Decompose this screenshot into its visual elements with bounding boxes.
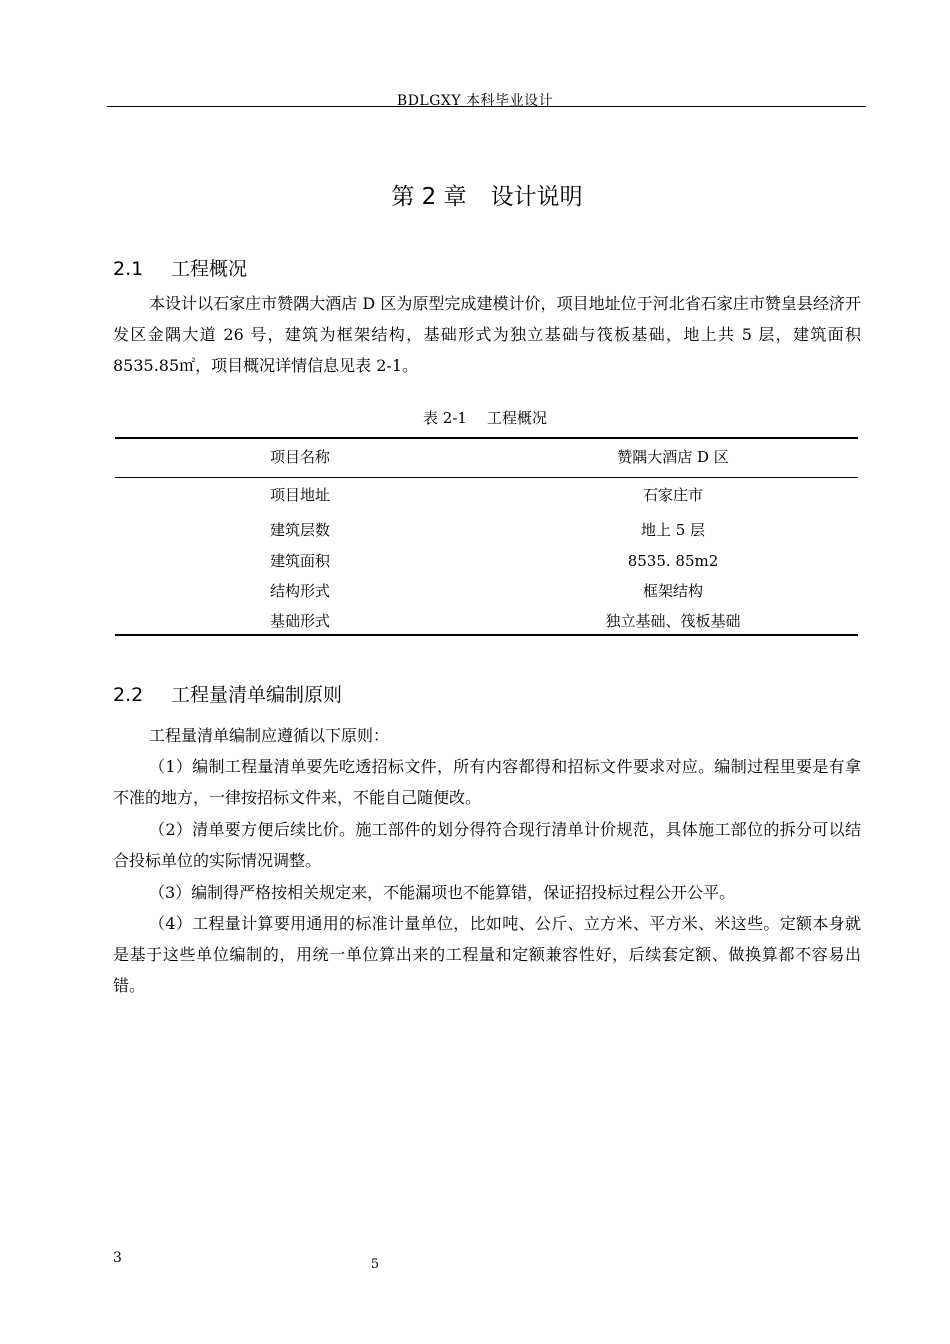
- section-number: 2.2: [113, 684, 144, 706]
- chapter-title: [0, 178, 950, 211]
- section-heading-2-1: [113, 254, 247, 281]
- section-paragraph: 本设计以石家庄市赞隅大酒店 D 区为原型完成建模计价，项目地址位于河北省石家庄市赞皇县经济开发区金隅大道 26 号，建筑为框架结构，基础形式为独立基础与筏板基础，地上共 5 层，建筑面积 8535.85㎡，项目概况详情信息见表 2-1。: [113, 294, 861, 375]
- chapter-name: 设计说明: [490, 184, 583, 210]
- table-header-cell: 赞隅大酒店 D 区: [617, 448, 729, 466]
- table-cell: 基础形式: [269, 612, 330, 630]
- section-title: 工程量清单编制原则: [171, 684, 343, 706]
- section-title: 工程概况: [171, 258, 248, 280]
- table-top-rule: [115, 437, 858, 439]
- table-cell: 石家庄市: [642, 486, 703, 504]
- principle-item: （3）编制得严格按相关规定来，不能漏项也不能算错，保证招投标过程公开公平。: [149, 883, 736, 902]
- table-bottom-rule: [115, 634, 858, 636]
- table-cell: 项目地址: [269, 486, 330, 504]
- table-header-cell: 项目名称: [269, 448, 330, 466]
- page-number-center: 5: [370, 1257, 380, 1272]
- table-cell: 独立基础、筏板基础: [605, 612, 741, 630]
- principle-item: （4）工程量计算要用通用的标准计量单位，比如吨、公斤、立方米、平方米、米这些。定额本身就是基于这些单位编制的，用统一单位算出来的工程量和定额兼容性好，后续套定额、做换算都不容易出错。: [113, 914, 861, 995]
- table-caption-title: 工程概况: [486, 409, 547, 427]
- table-cell: 地上 5 层: [640, 521, 706, 539]
- page-header: BDLGXY 本科毕业设计: [396, 93, 554, 109]
- table-cell: 框架结构: [642, 582, 703, 600]
- principle-item: （2）清单要方便后续比价。施工部件的划分得符合现行清单计价规范，具体施工部位的拆分可以结合投标单位的实际情况调整。: [113, 820, 861, 870]
- table-cell: 结构形式: [269, 582, 330, 600]
- section-number: 2.1: [113, 258, 144, 280]
- page-number-left: 3: [113, 1250, 122, 1266]
- table-caption-number: 表 2-1: [423, 409, 467, 427]
- table-cell: 建筑层数: [269, 521, 330, 539]
- table-cell: 8535. 85m2: [627, 552, 719, 570]
- chapter-number: 第 2 章: [391, 184, 467, 210]
- table-caption: [0, 407, 950, 428]
- section-intro: 工程量清单编制应遵循以下原则：: [149, 726, 390, 745]
- table-header-rule: [115, 477, 858, 478]
- table-cell: 建筑面积: [269, 552, 330, 570]
- section-heading-2-2: [113, 680, 342, 707]
- header-rule: [107, 106, 866, 107]
- principle-item: （1）编制工程量清单要先吃透招标文件，所有内容都得和招标文件要求对应。编制过程里要是有拿不准的地方，一律按招标文件来，不能自己随便改。: [113, 757, 861, 807]
